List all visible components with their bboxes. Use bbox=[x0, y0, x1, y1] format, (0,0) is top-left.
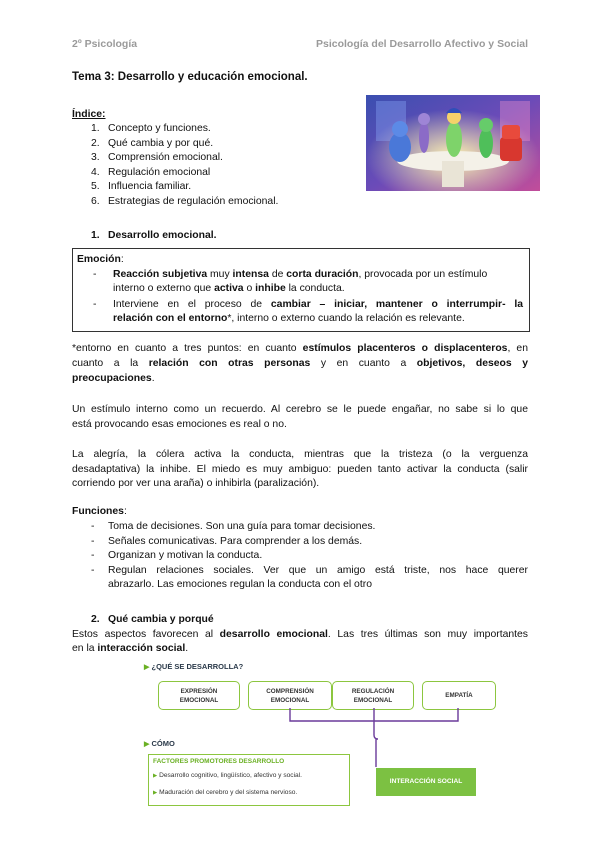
box-bullet-1: Reacción subjetiva muy intensa de corta duración, provocada por un estímulo bbox=[113, 269, 488, 280]
paragraph-2-line-1: La alegría, la cólera activa la conducta, mientras que la tristeza (o la verguenza bbox=[72, 449, 528, 460]
concept-box-regulacion: REGULACIÓN EMOCIONAL bbox=[332, 681, 414, 710]
funcion-item: Toma de decisiones. Son una guía para tomar decisiones. bbox=[108, 521, 376, 532]
factores-title: FACTORES PROMOTORES DESARROLLO bbox=[153, 758, 285, 765]
section2-line-1: Estos aspectos favorecen al desarrollo emocional. Las tres últimas son muy importantes bbox=[72, 629, 529, 640]
header-left: 2º Psicología bbox=[72, 38, 138, 50]
concept-map-question-2: ▶ CÓMO bbox=[144, 739, 175, 748]
paragraph-2-line-2: desadaptativa) la inhibe. El miedo es muy ambiguo: pueden tanto activar la conducta (salir bbox=[72, 464, 528, 475]
box-bullet-1-cont: interno o externo que activa o inhibe la conducta. bbox=[113, 283, 345, 294]
box-bullet-2-cont: relación con el entorno*, interno o externo cuando la relación es relevante. bbox=[113, 313, 465, 324]
page-title: Tema 3: Desarrollo y educación emocional. bbox=[72, 71, 308, 83]
index-item: 5. Influencia familiar. bbox=[91, 181, 192, 193]
dash: - bbox=[91, 521, 95, 532]
concept-map-question-1: ▶ ¿QUÉ SE DESARROLLA? bbox=[144, 662, 244, 671]
concept-map bbox=[140, 657, 500, 807]
dash: - bbox=[93, 269, 97, 280]
factor-item: ▶ Desarrollo cognitivo, lingüístico, afectivo y social. bbox=[153, 772, 303, 779]
concept-box-empatia: EMPATÍA bbox=[422, 681, 496, 710]
funciones-heading: Funciones: bbox=[72, 506, 127, 517]
box-heading: Emoción: bbox=[77, 254, 124, 265]
concept-box-expresion: EXPRESIÓN EMOCIONAL bbox=[158, 681, 240, 710]
funcion-item: Regulan relaciones sociales. Ver que un amigo está triste, nos hace querer bbox=[108, 565, 528, 576]
paragraph-1-line-1: Un estímulo interno como un recuerdo. Al cerebro se le puede engañar, no sabe si lo que bbox=[72, 404, 528, 415]
index-list bbox=[91, 122, 278, 210]
funcion-item: Organizan y motivan la conducta. bbox=[108, 550, 263, 561]
dash: - bbox=[91, 550, 95, 561]
triangle-icon: ▶ bbox=[153, 773, 158, 779]
triangle-icon: ▶ bbox=[144, 664, 150, 671]
paragraph-1-line-2: está provocando esas emociones es real o no. bbox=[72, 419, 287, 430]
triangle-icon: ▶ bbox=[144, 741, 150, 748]
factor-item: ▶ Maduración del cerebro y del sistema nervioso. bbox=[153, 789, 298, 796]
dash: - bbox=[93, 299, 97, 310]
inside-out-illustration bbox=[366, 95, 540, 191]
section1-heading: 1. Desarrollo emocional. bbox=[91, 230, 217, 241]
emotion-definition-box bbox=[72, 248, 530, 332]
dash: - bbox=[91, 536, 95, 547]
paragraph-2-line-3: corriendo por ver una araña) o inhibirla (paralización). bbox=[72, 478, 320, 489]
index-item: 1. Concepto y funciones. bbox=[91, 123, 211, 134]
header-right: Psicología del Desarrollo Afectivo y Social bbox=[315, 38, 528, 50]
funcion-item: Señales comunicativas. Para comprender a los demás. bbox=[108, 536, 363, 547]
index-item: 2. Qué cambia y por qué. bbox=[91, 137, 214, 149]
section2-line-2: en la interacción social. bbox=[72, 643, 189, 654]
index-heading: Índice: bbox=[72, 109, 106, 120]
box-bullet-2: Interviene en el proceso de cambiar – iniciar, mantener o interrumpir- la bbox=[113, 299, 524, 310]
index-item: 3. Comprensión emocional. bbox=[91, 152, 223, 164]
index-item: 6. Estrategias de regulación emocional. bbox=[91, 195, 279, 207]
note-line-2: cuanto a la relación con otras personas y en cuanto a objetivos, deseos y bbox=[72, 358, 528, 369]
section2-heading: 2. Qué cambia y porqué bbox=[91, 614, 214, 625]
funcion-item-cont: abrazarlo. Las emociones regulan la conducta con el otro bbox=[108, 579, 372, 590]
factores-box bbox=[148, 754, 350, 806]
index-item: 4. Regulación emocional bbox=[91, 166, 211, 178]
dash: - bbox=[91, 565, 95, 576]
interaccion-social-box: INTERACCIÓN SOCIAL bbox=[376, 768, 476, 796]
concept-box-comprension: COMPRENSIÓN EMOCIONAL bbox=[248, 681, 332, 710]
triangle-icon: ▶ bbox=[153, 790, 158, 796]
note-line-3: preocupaciones. bbox=[72, 373, 155, 384]
note-line-1: *entorno en cuanto a tres puntos: en cuanto estímulos placenteros o displacenteros, en bbox=[72, 343, 528, 354]
